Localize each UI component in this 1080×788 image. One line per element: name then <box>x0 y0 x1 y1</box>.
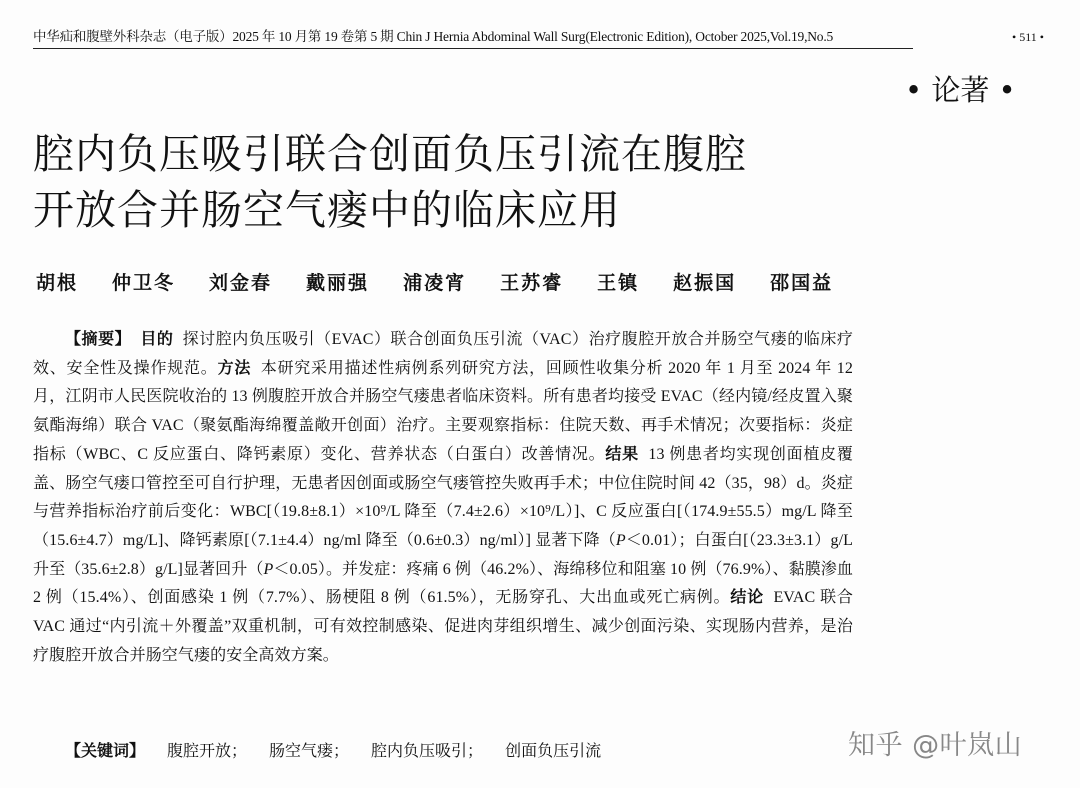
author-name: 戴丽强 <box>306 272 370 294</box>
author-name: 王苏睿 <box>500 272 564 294</box>
author-name: 浦凌宵 <box>403 272 467 294</box>
author-list <box>36 268 867 298</box>
title-line-1: 腔内负压吸引联合创面负压引流在腹腔 <box>33 130 747 178</box>
title-line-2: 开放合并肠空气瘘中的临床应用 <box>33 186 621 234</box>
conclusion-text: EVAC 联合 VAC 通过“内引流＋外覆盖”双重机制，可有效控制感染、促进肉芽组织增生、减少创面污染、实现肠内营养，是治疗腹腔开放合并肠空气瘘的安全高效方案。 <box>33 589 853 664</box>
methods-label: 方法 <box>217 359 252 377</box>
page-number: • 511 • <box>1012 30 1044 44</box>
running-header: 中华疝和腹壁外科杂志（电子版）2025 年 10 月第 19 卷第 5 期 Chin J Hernia Abdominal Wall Surg(Electronic Edition), October 2025,Vol.19,No.5 <box>33 27 913 49</box>
abstract-label: 【摘要】 <box>65 331 132 348</box>
watermark: 知乎 @叶岚山 <box>848 730 1023 761</box>
objective-text: 探讨腔内负压吸引（EVAC）联合创面负压引流（VAC）治疗腹腔开放合并肠空气瘘的临床疗效、安全性及操作规范。 <box>33 331 854 377</box>
p-value-symbol: P <box>263 560 274 578</box>
abstract <box>33 326 853 670</box>
section-label: • 论著 • <box>905 73 1016 107</box>
keyword: 肠空气瘘； <box>269 743 350 760</box>
author-name: 赵振国 <box>673 272 737 294</box>
author-name: 刘金春 <box>209 272 273 294</box>
author-name: 邵国益 <box>770 272 834 294</box>
author-name: 仲卫冬 <box>112 272 176 294</box>
methods-text: 本研究采用描述性病例系列研究方法，回顾性收集分析 2020 年 1 月至 2024 年 12 月，江阴市人民医院收治的 13 例腹腔开放合并肠空气瘘患者临床资料。所有患者均接受 EVAC（经内镜/经皮置入聚氨酯海绵）联合 VAC（聚氨酯海绵覆盖敞开创面）治疗。主要观察指标：住院天数、再手术情况；次要指标：炎症指标（WBC、C 反应蛋白、降钙素原）变化、营养状态（白蛋白）改善情况。 <box>33 359 854 463</box>
p-value-symbol: P <box>615 531 626 549</box>
keyword: 创面负压引流 <box>505 743 602 760</box>
keyword: 腹腔开放； <box>167 743 248 760</box>
conclusion-label: 结论 <box>730 589 764 607</box>
keyword: 腔内负压吸引； <box>371 743 484 760</box>
results-text: 13 例患者均实现创面植皮覆盖、肠空气瘘口管控至可自行护理，无患者因创面或肠空气瘘管控失败再手术；中位住院时间 42（35，98）d。炎症与营养指标治疗前后变化：WBC[（19.8±8.1）×10⁹/L 降至（7.4±2.6）×10⁹/L）]、C 反应蛋白[（174.9±55.5）mg/L 降至（15.6±4.7）mg/L]、降钙素原[（7.1±4.4）ng/ml 降至（0.6±0.3）ng/ml）] 显著下降（ <box>33 445 854 549</box>
keywords <box>33 738 885 766</box>
author-name: 胡根 <box>36 272 79 294</box>
results-text: ＜0.05）。并发症：疼痛 6 例（46.2%）、海绵移位和阻塞 10 例（76.9%）、黏膜渗血 2 例（15.4%）、创面感染 1 例（7.7%）、肠梗阻 8 例（61.5%），无肠穿孔、大出血或死亡病例。 <box>33 560 853 607</box>
keywords-label: 【关键词】 <box>65 743 146 760</box>
author-name: 王镇 <box>597 272 640 294</box>
abstract-paragraph <box>33 326 853 670</box>
objective-label: 目的 <box>140 331 174 348</box>
results-text: ＜0.01）；白蛋白[（23.3±3.1）g/L 升至（35.6±2.8）g/L]显著回升（ <box>33 531 853 578</box>
results-label: 结果 <box>605 445 639 463</box>
article-title <box>33 126 893 238</box>
